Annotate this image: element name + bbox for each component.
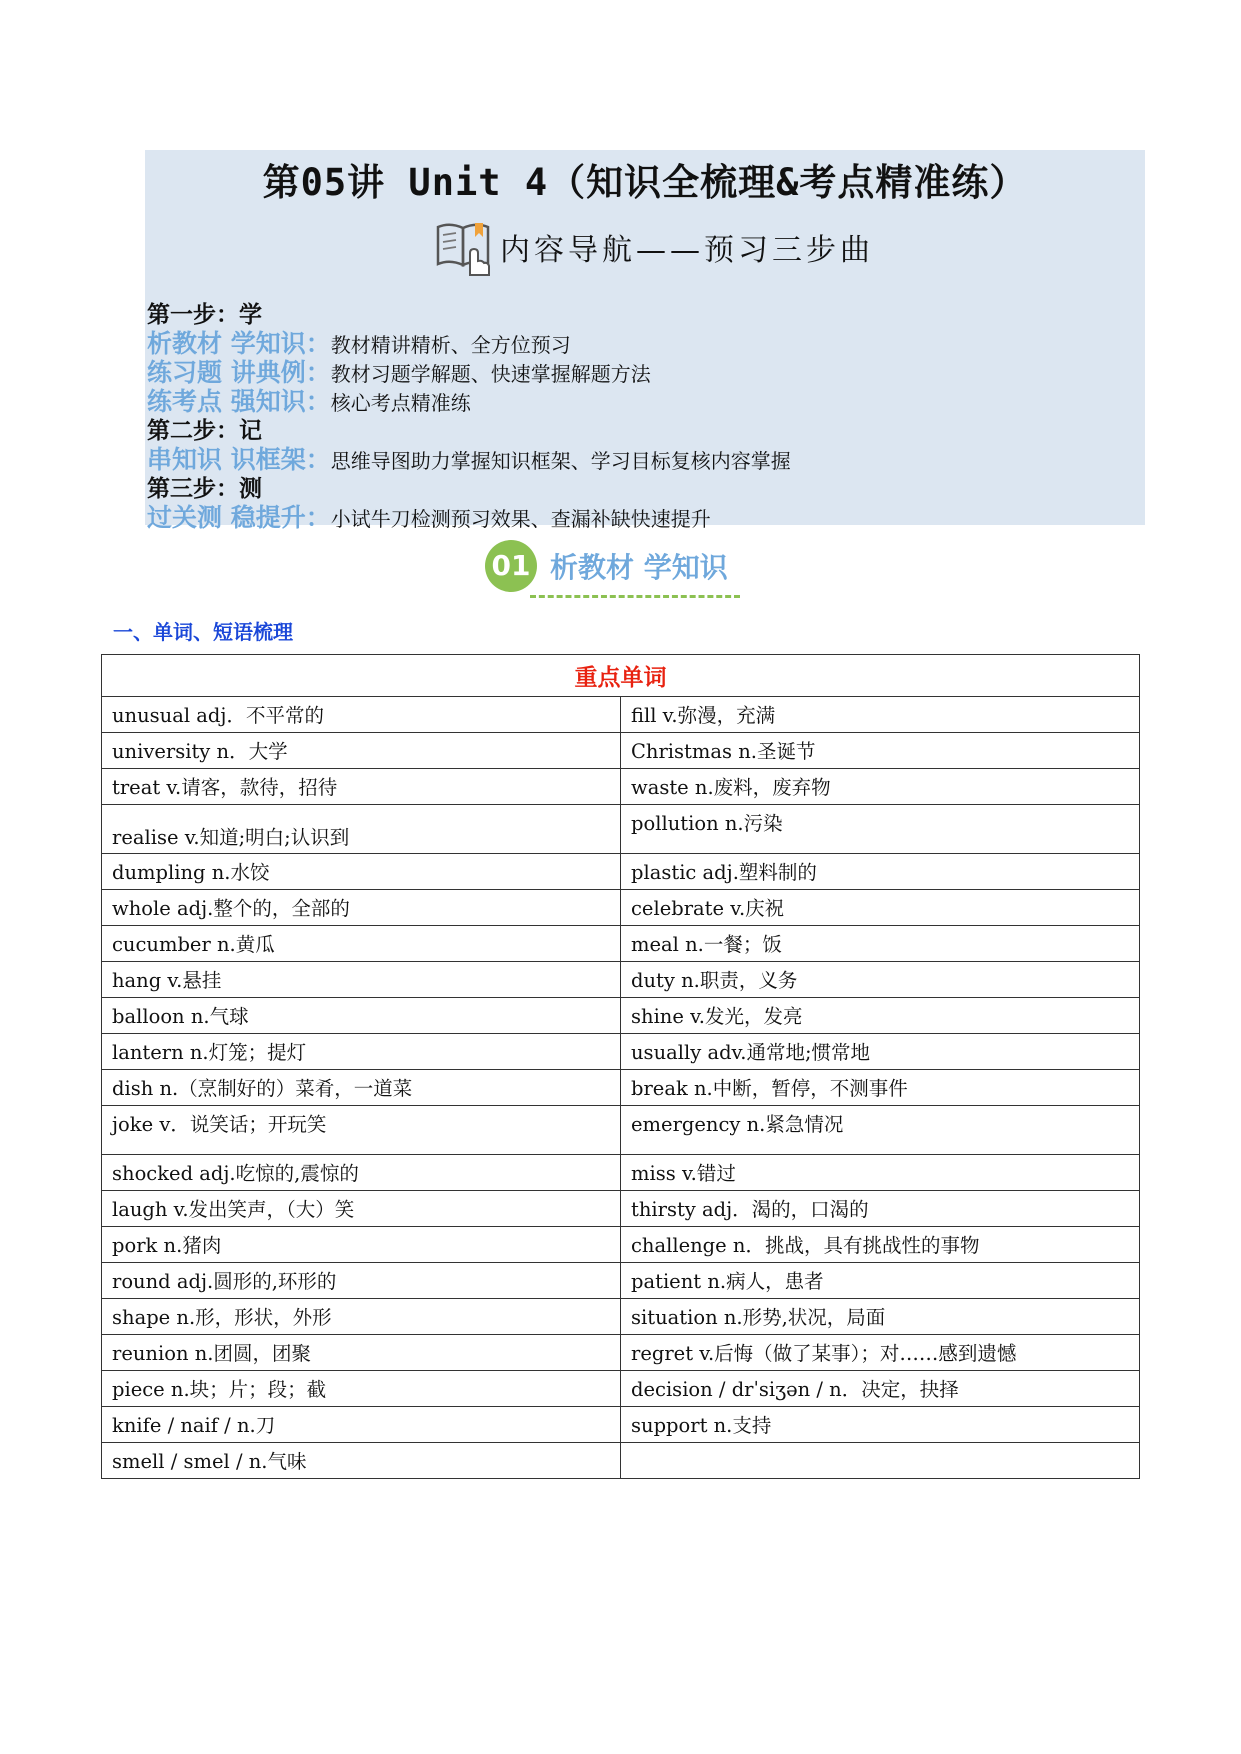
table-row — [102, 1299, 1140, 1335]
vocab-cell: piece n.块；片；段；截 — [102, 1371, 621, 1407]
table-row — [102, 1443, 1140, 1479]
section-heading: 一、单词、短语梳理 — [113, 620, 293, 644]
vocab-cell: reunion n.团圆，团聚 — [102, 1335, 621, 1371]
step-item-key: 串知识 识框架： — [147, 445, 331, 474]
page-title: 第05讲 Unit 4（知识全梳理&考点精准练） — [262, 161, 1028, 204]
vocab-cell: meal n.一餐；饭 — [621, 926, 1140, 962]
step-heading: 第三步：测 — [147, 475, 262, 502]
table-row — [102, 1227, 1140, 1263]
vocab-cell: whole adj.整个的，全部的 — [102, 890, 621, 926]
table-row — [102, 733, 1140, 769]
vocab-cell: usually adv.通常地;惯常地 — [621, 1034, 1140, 1070]
vocab-cell: cucumber n.黄瓜 — [102, 926, 621, 962]
table-row — [102, 1070, 1140, 1106]
step-item — [147, 445, 1137, 474]
vocab-cell: shape n.形，形状，外形 — [102, 1299, 621, 1335]
section-badge — [485, 540, 760, 600]
vocab-cell: plastic adj.塑料制的 — [621, 854, 1140, 890]
vocab-cell: regret v.后悔（做了某事）；对……感到遗憾 — [621, 1335, 1140, 1371]
vocab-cell: joke v．说笑话；开玩笑 — [102, 1106, 621, 1155]
vocab-cell: patient n.病人，患者 — [621, 1263, 1140, 1299]
step-item — [147, 358, 1137, 387]
vocab-cell: smell / smel / n.气味 — [102, 1443, 621, 1479]
vocab-cell: hang v.悬挂 — [102, 962, 621, 998]
step-item — [147, 387, 1137, 416]
vocab-cell: knife / naif / n.刀 — [102, 1407, 621, 1443]
vocab-cell: duty n.职责，义务 — [621, 962, 1140, 998]
vocab-cell: balloon n.气球 — [102, 998, 621, 1034]
step-item-desc: 小试牛刀检测预习效果、查漏补缺快速提升 — [330, 507, 711, 531]
vocab-cell: break n.中断，暂停，不测事件 — [621, 1070, 1140, 1106]
vocab-cell: waste n.废料，废弃物 — [621, 769, 1140, 805]
study-steps — [147, 300, 1137, 532]
vocabulary-table — [101, 654, 1140, 1479]
table-row — [102, 1155, 1140, 1191]
vocab-cell: unusual adj．不平常的 — [102, 697, 621, 733]
book-pointer-icon — [432, 213, 496, 281]
vocab-cell: pollution n.污染 — [621, 805, 1140, 854]
step-item — [147, 329, 1137, 358]
vocab-cell: shine v.发光，发亮 — [621, 998, 1140, 1034]
step-item — [147, 503, 1137, 532]
vocab-cell: miss v.错过 — [621, 1155, 1140, 1191]
table-row — [102, 962, 1140, 998]
vocab-cell: decision / drˈsiʒən / n．决定，抉择 — [621, 1371, 1140, 1407]
navigation-title: 内容导航——预习三步曲 — [500, 233, 874, 268]
table-row — [102, 805, 1140, 854]
vocab-cell: laugh v.发出笑声，（大）笑 — [102, 1191, 621, 1227]
step-item-desc: 思维导图助力掌握知识框架、学习目标复核内容掌握 — [330, 449, 791, 473]
table-row — [102, 854, 1140, 890]
step-heading: 第二步：记 — [147, 417, 262, 444]
table-row — [102, 890, 1140, 926]
vocab-cell: challenge n．挑战，具有挑战性的事物 — [621, 1227, 1140, 1263]
table-row — [102, 1263, 1140, 1299]
step-item-key: 练习题 讲典例： — [147, 358, 331, 387]
vocab-cell: thirsty adj．渴的，口渴的 — [621, 1191, 1140, 1227]
table-row — [102, 697, 1140, 733]
table-title: 重点单词 — [102, 655, 1140, 697]
table-row — [102, 1191, 1140, 1227]
vocab-cell: realise v.知道;明白;认识到 — [102, 805, 621, 854]
step-item-key: 析教材 学知识： — [147, 329, 331, 358]
vocab-cell — [621, 1443, 1140, 1479]
table-row — [102, 1371, 1140, 1407]
vocab-cell: situation n.形势,状况，局面 — [621, 1299, 1140, 1335]
table-row — [102, 1407, 1140, 1443]
step-item-desc: 教材精讲精析、全方位预习 — [330, 333, 571, 357]
vocab-cell: shocked adj.吃惊的,震惊的 — [102, 1155, 621, 1191]
vocab-cell: emergency n.紧急情况 — [621, 1106, 1140, 1155]
vocab-cell: pork n.猪肉 — [102, 1227, 621, 1263]
step-item-key: 练考点 强知识： — [147, 387, 331, 416]
vocab-cell: Christmas n.圣诞节 — [621, 733, 1140, 769]
badge-label: 析教材 学知识 — [550, 551, 728, 584]
vocab-cell: university n．大学 — [102, 733, 621, 769]
vocab-cell: fill v.弥漫，充满 — [621, 697, 1140, 733]
vocab-cell: dish n.（烹制好的）菜肴，一道菜 — [102, 1070, 621, 1106]
step-item-key: 过关测 稳提升： — [147, 503, 331, 532]
step-heading: 第一步：学 — [147, 301, 262, 328]
vocab-cell: treat v.请客，款待，招待 — [102, 769, 621, 805]
badge-underline — [530, 595, 740, 598]
badge-number: 01 — [485, 540, 537, 592]
table-row — [102, 926, 1140, 962]
vocab-cell: lantern n.灯笼；提灯 — [102, 1034, 621, 1070]
content-navigation — [432, 214, 874, 280]
table-row — [102, 1106, 1140, 1155]
table-row — [102, 1034, 1140, 1070]
vocab-cell: celebrate v.庆祝 — [621, 890, 1140, 926]
step-item-desc: 核心考点精准练 — [330, 391, 471, 415]
vocab-cell: round adj.圆形的,环形的 — [102, 1263, 621, 1299]
vocab-cell: support n.支持 — [621, 1407, 1140, 1443]
table-row — [102, 998, 1140, 1034]
table-row — [102, 1335, 1140, 1371]
vocab-cell: dumpling n.水饺 — [102, 854, 621, 890]
table-row — [102, 769, 1140, 805]
step-item-desc: 教材习题学解题、快速掌握解题方法 — [330, 362, 651, 386]
